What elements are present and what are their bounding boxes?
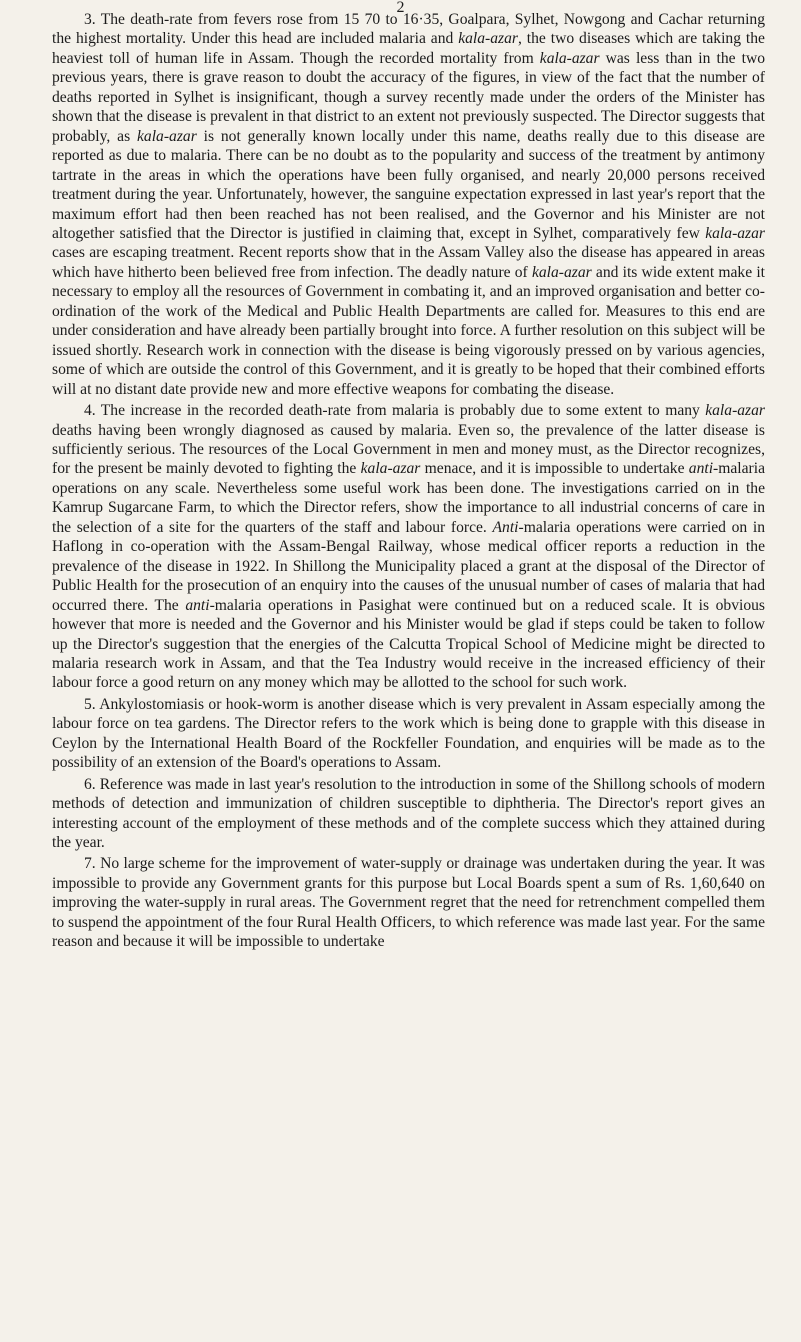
italic-term: kala-azar xyxy=(539,49,600,67)
paragraph xyxy=(52,401,765,693)
paragraph-text: malaria operations on any scale. Nevertheless some useful work has been done. The investigations carried on in the Kamrup Sugarcane Farm, to which the Director refers, show the importance to all industrial concerns of care in the selection of a site for the quarters of the staff and labour force. xyxy=(52,460,766,536)
paragraph-text: No large scheme for the improvement of water-supply or drainage was undertaken during the year. It was impossible to provide any Government grants for this purpose but Local Boards spent a sum of Rs. 1,60,640 on improving the water-supply in rural areas. The Government regret that the need for retrenchment compelled them to suspend the appointment of the four Rural Health Officers, to which reference was made last year. For the same reason and because it will be impossible to undertake xyxy=(52,855,765,951)
italic-term: kala-azar xyxy=(360,460,421,478)
paragraph-text: was less than in the two previous years, there is grave reason to doubt the accuracy of the figures, in view of the fact that the number of deaths reported in Sylhet is insignificant, though a survey recently made under the orders of the Minister has shown that the disease is prevalent in that district to an extent not previously suspected. The Director suggests that probably, as xyxy=(52,49,766,145)
italic-term: Anti- xyxy=(492,518,524,536)
paragraph-text: , the two diseases which are taking the heaviest toll of human life in Assam. Though the recorded mortality from xyxy=(52,30,765,67)
italic-term: anti- xyxy=(185,596,215,614)
paragraph-text: Reference was made in last year's resolution to the introduction in some of the Shillong schools of modern methods of detection and immunization of children susceptible to diphtheria. The Director's report gives an interesting account of the employment of these methods and of the complete success which they attained during the year. xyxy=(52,775,765,852)
paragraph-number: 7. xyxy=(84,855,96,873)
paragraph-text: menace, and it is impossible to undertake xyxy=(420,460,689,478)
paragraph-text: malaria operations were carried on in Haflong in co-operation with the Assam-Bengal Railway, whose medical officer reports a reduction in the prevalence of the disease in 1922. In Shillong the Municipality placed a grant at the disposal of the Director of Public Health for the prosecution of an enquiry into the causes of the unusual number of cases of malaria that had occurred there. The xyxy=(52,518,765,614)
italic-term: kala-azar xyxy=(531,263,592,281)
italic-term: kala-azar xyxy=(705,402,765,420)
paragraph-text: and its wide extent make it necessary to employ all the resources of Government in combating it, and an improved organisation and better co-ordination of the work of the Medical and Public Health Departments are called for. Measures to this end are under consideration and have already been partially brought into force. A further resolution on this subject will be issued shortly. Research work in connection with the disease is being vigorously pressed on by various agencies, some of which are outside the control of this Government, and it is greatly to be hoped that their combined efforts will at no distant date provide new and more effective weapons for combating the disease. xyxy=(52,263,765,398)
paragraph-text: The increase in the recorded death-rate from malaria is probably due to some extent to many xyxy=(100,402,706,420)
paragraph-text: deaths having been wrongly diagnosed as caused by malaria. Even so, the prevalence of the latter disease is sufficiently serious. The resources of the Local Government in men and money must, as the Director recognizes, for the present be mainly devoted to fighting the xyxy=(52,421,765,478)
paragraph-text: The death-rate from fevers rose from 15 70 to 16·35, Goalpara, Sylhet, Nowgong and Cachar returning the highest mortality. Under this head are included malaria and xyxy=(52,11,765,48)
paragraph xyxy=(52,10,765,399)
document-body xyxy=(52,10,765,952)
paragraph-text: is not generally known locally under this name, deaths really due to this disease are reported as due to malaria. There can be no doubt as to the popularity and success of the treatment by antimony tartrate in the areas in which the operations have been fully organised, and nearly 20,000 persons received treatment during the year. Unfortunately, however, the sanguine expectation expressed in last year's report that the maximum effort had then been reached has not been realised, and the Governor and his Minister are not altogether satisfied that the Director is justified in claiming that, except in Sylhet, comparatively few xyxy=(52,127,765,242)
paragraph-number: 5. xyxy=(84,695,96,713)
paragraph-text: Ankylostomiasis or hook-worm is another disease which is very prevalent in Assam especially among the labour force on tea gardens. The Director refers to the work which is being done to grapple with this disease in Ceylon by the International Health Board of the Rockfeller Foundation, and enquiries will be made as to the possibility of an extension of the Board's operations to Assam. xyxy=(52,695,765,772)
paragraph-number: 4. xyxy=(84,402,96,420)
italic-term: kala-azar xyxy=(137,127,197,145)
italic-term: kala-azar xyxy=(705,224,765,242)
paragraph xyxy=(52,695,765,773)
paragraph-number: 6. xyxy=(84,775,96,793)
italic-term: anti- xyxy=(688,460,719,478)
paragraph-text: malaria operations in Pasighat were continued but on a reduced scale. It is obvious however that more is needed and the Governor and his Minister would be glad if steps could be taken to follow up the Director's suggestion that the energies of the Calcutta Tropical School of Medicine might be directed to malaria research work in Assam, and that the Tea Industry would receive in the increased efficiency of their labour force a good return on any money which may be allotted to the school for such work. xyxy=(52,596,766,692)
italic-term: kala-azar xyxy=(458,30,518,48)
paragraph-text: cases are escaping treatment. Recent reports show that in the Assam Valley also the disease has appeared in areas which have hitherto been believed free from infection. The deadly nature of xyxy=(52,244,765,281)
paragraph xyxy=(52,775,765,853)
paragraph-number: 3. xyxy=(84,11,96,28)
paragraph xyxy=(52,854,765,951)
page-number: 2 xyxy=(396,0,405,16)
